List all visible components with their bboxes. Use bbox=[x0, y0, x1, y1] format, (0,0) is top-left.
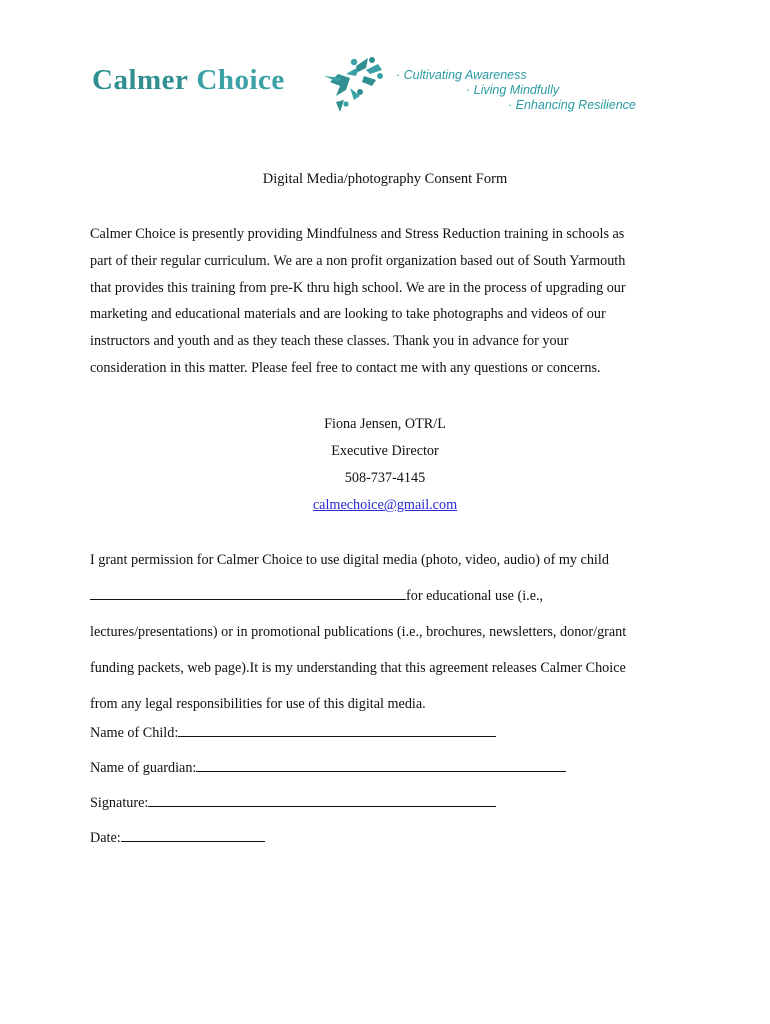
logo-figure-3 bbox=[362, 76, 376, 86]
intro-line: marketing and educational materials and are looking to take photographs and videos of our bbox=[90, 306, 606, 323]
logo-head-3 bbox=[377, 73, 383, 79]
intro-paragraph bbox=[90, 221, 680, 382]
signature-row bbox=[90, 792, 566, 827]
logo-head-5 bbox=[343, 101, 348, 106]
contact-name: Fiona Jensen, OTR/L bbox=[324, 416, 446, 432]
date-row bbox=[90, 827, 566, 862]
grant-line: funding packets, web page).It is my understanding that this agreement releases Calmer Choice bbox=[90, 660, 626, 676]
guardian-name-row bbox=[90, 757, 566, 792]
intro-line: Calmer Choice is presently providing Mindfulness and Stress Reduction training in schools as bbox=[90, 226, 625, 242]
signature-field[interactable] bbox=[148, 792, 496, 807]
contact-email-link[interactable]: calmechoice@gmail.com bbox=[312, 497, 458, 513]
tagline-enhancing: · Enhancing Resilience bbox=[508, 98, 636, 112]
brand-word-calmer: Calmer bbox=[92, 64, 189, 96]
date-label: Date: bbox=[90, 830, 121, 846]
form-title: Digital Media/photography Consent Form bbox=[262, 171, 508, 187]
star-figures-logo-icon bbox=[316, 52, 388, 114]
child-name-row bbox=[90, 722, 566, 757]
logo-head-1 bbox=[351, 59, 357, 65]
guardian-name-label: Name of guardian: bbox=[90, 760, 197, 776]
signature-fields bbox=[90, 722, 566, 862]
child-name-field[interactable] bbox=[178, 722, 496, 737]
contact-role: Executive Director bbox=[331, 443, 439, 459]
tagline-cultivating: · Cultivating Awareness bbox=[396, 68, 527, 82]
intro-line: instructors and youth and as they teach these classes. Thank you in advance for your bbox=[90, 333, 569, 350]
tagline-living: · Living Mindfully bbox=[466, 83, 560, 97]
logo-figure-2 bbox=[366, 64, 382, 74]
child-name-blank[interactable] bbox=[90, 584, 406, 600]
grant-line: lectures/presentations) or in promotional publications (i.e., brochures, newsletters, donor/grant bbox=[90, 624, 627, 640]
brand-name bbox=[92, 64, 285, 97]
contact-block bbox=[0, 411, 770, 519]
intro-line: that provides this training from pre-K thru high school. We are in the process of upgrading our bbox=[90, 279, 626, 296]
signature-label: Signature: bbox=[90, 795, 149, 811]
date-field[interactable] bbox=[121, 827, 265, 842]
guardian-name-field[interactable] bbox=[196, 757, 566, 772]
grant-line: from any legal responsibilities for use of this digital media. bbox=[90, 696, 426, 712]
grant-line-with-blank bbox=[90, 578, 690, 614]
contact-phone: 508-737-4145 bbox=[344, 470, 426, 486]
brand-word-choice: Choice bbox=[196, 64, 285, 96]
logo-head-4 bbox=[357, 89, 363, 95]
grant-line-suffix: for educational use (i.e., bbox=[406, 588, 544, 604]
child-name-label: Name of Child: bbox=[90, 725, 179, 741]
intro-line: consideration in this matter. Please feel free to contact me with any questions or concerns. bbox=[90, 359, 601, 376]
grant-line: I grant permission for Calmer Choice to use digital media (photo, video, audio) of my child bbox=[90, 552, 609, 568]
grant-paragraph bbox=[90, 542, 690, 722]
logo-arm-bottom bbox=[336, 100, 344, 112]
logo-head-2 bbox=[369, 57, 375, 63]
header-logo bbox=[92, 52, 672, 122]
intro-line: part of their regular curriculum. We are a non profit organization based out of South Yarmouth bbox=[90, 252, 626, 269]
